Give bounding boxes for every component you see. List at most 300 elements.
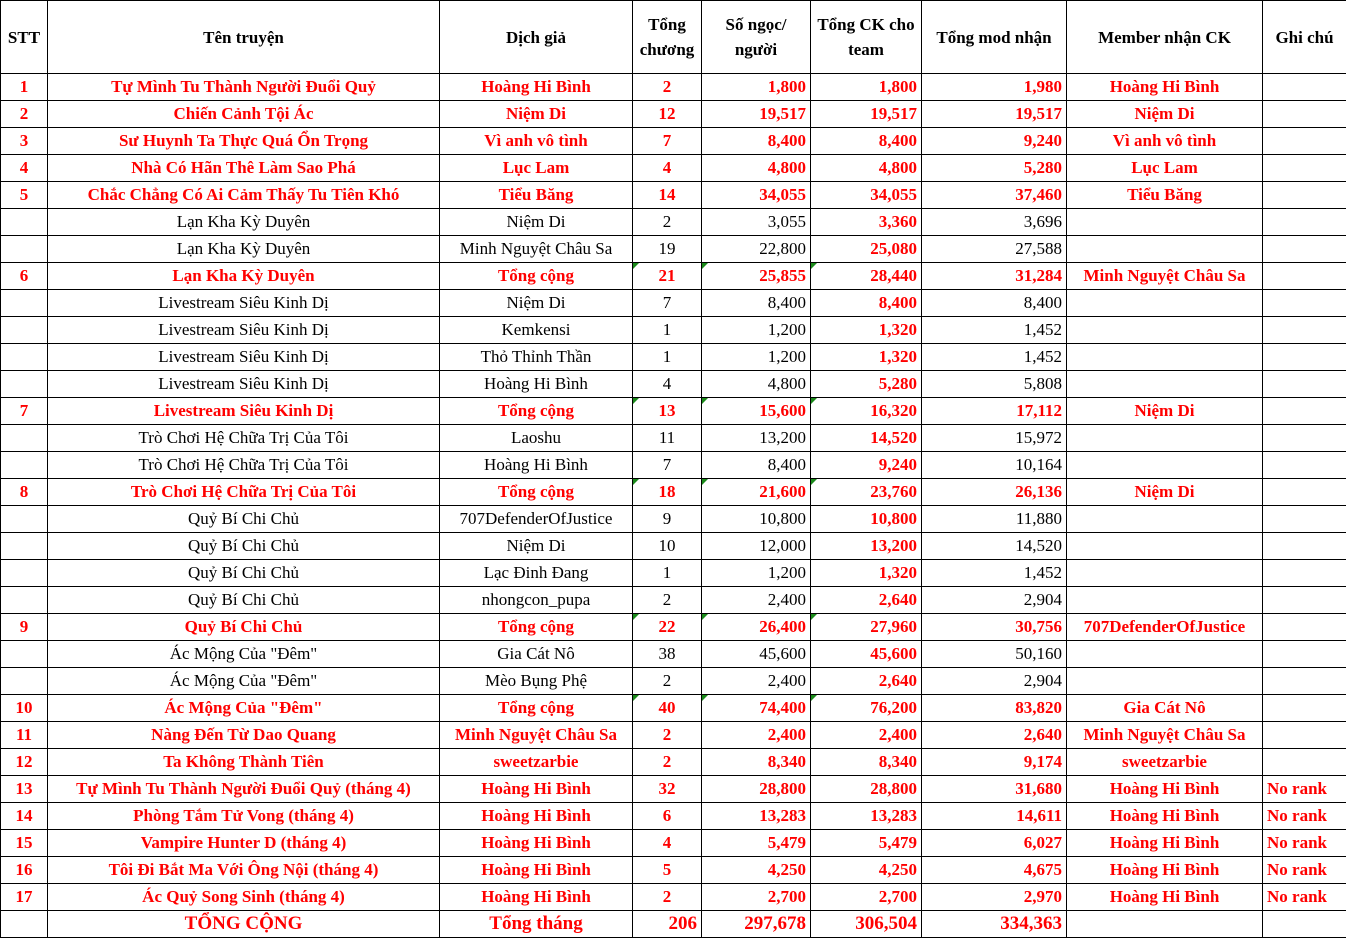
chapters-cell: 11 [633,425,702,452]
chapters-cell: 13 [633,398,702,425]
header-row [1,1,1346,74]
note-cell [1263,560,1346,587]
ck-cell: 2,700 [811,884,922,911]
chapters-cell: 38 [633,641,702,668]
note-cell: No rank [1263,884,1346,911]
stt-cell [1,209,48,236]
mod-cell: 31,284 [922,263,1067,290]
mod-cell: 2,970 [922,884,1067,911]
stt-cell [1,506,48,533]
gems-cell: 13,283 [702,803,811,830]
member-cell: Gia Cát Nô [1067,695,1263,722]
story-cell: Livestream Siêu Kinh Dị [48,371,440,398]
story-cell: Ta Không Thành Tiên [48,749,440,776]
table-row-main [1,182,1346,209]
stt-cell [1,452,48,479]
note-cell [1263,641,1346,668]
chapters-cell: 32 [633,776,702,803]
chapters-cell: 22 [633,614,702,641]
gems-cell: 8,400 [702,128,811,155]
gems-cell: 22,800 [702,236,811,263]
story-cell: Sư Huynh Ta Thực Quá Ổn Trọng [48,128,440,155]
ck-cell: 1,800 [811,74,922,101]
stt-cell [1,668,48,695]
story-cell: Ác Quỷ Song Sinh (tháng 4) [48,884,440,911]
translator-cell: Tổng cộng [440,614,633,641]
chapters-cell: 2 [633,74,702,101]
stt-cell: 2 [1,101,48,128]
story-cell: Nhà Có Hãn Thê Làm Sao Phá [48,155,440,182]
gems-cell: 26,400 [702,614,811,641]
translator-cell: Hoàng Hi Bình [440,884,633,911]
table-row-main [1,74,1346,101]
translator-cell: Laoshu [440,425,633,452]
mod-cell: 19,517 [922,101,1067,128]
mod-cell: 9,240 [922,128,1067,155]
member-cell [1067,425,1263,452]
note-cell [1263,668,1346,695]
total-translator: Tổng tháng [440,911,633,938]
story-cell: Ác Mộng Của "Đêm" [48,695,440,722]
story-cell: Livestream Siêu Kinh Dị [48,290,440,317]
chapters-cell: 1 [633,560,702,587]
translator-cell: 707DefenderOfJustice [440,506,633,533]
chapters-cell: 14 [633,182,702,209]
stt-cell: 3 [1,128,48,155]
table-row-main [1,884,1346,911]
total-gems: 297,678 [702,911,811,938]
story-cell: Chiến Cảnh Tội Ác [48,101,440,128]
member-cell: Hoàng Hi Bình [1067,74,1263,101]
note-cell [1263,614,1346,641]
mod-cell: 37,460 [922,182,1067,209]
stt-cell: 5 [1,182,48,209]
member-cell: Hoàng Hi Bình [1067,776,1263,803]
translator-cell: Thỏ Thỉnh Thần [440,344,633,371]
chapters-cell: 21 [633,263,702,290]
table-row-main [1,749,1346,776]
gems-cell: 45,600 [702,641,811,668]
member-cell [1067,533,1263,560]
translator-cell: Lục Lam [440,155,633,182]
table-body [1,74,1346,911]
note-cell [1263,182,1346,209]
note-cell [1263,128,1346,155]
mod-cell: 11,880 [922,506,1067,533]
story-cell: Tự Mình Tu Thành Người Đuổi Quỷ [48,74,440,101]
ck-cell: 2,400 [811,722,922,749]
stt-cell [1,344,48,371]
member-cell: Minh Nguyệt Châu Sa [1067,263,1263,290]
translator-cell: Tổng cộng [440,695,633,722]
note-cell: No rank [1263,803,1346,830]
translator-cell: Hoàng Hi Bình [440,803,633,830]
note-cell [1263,155,1346,182]
story-cell: Livestream Siêu Kinh Dị [48,344,440,371]
chapters-cell: 1 [633,317,702,344]
member-cell: Tiểu Băng [1067,182,1263,209]
translator-cell: Minh Nguyệt Châu Sa [440,236,633,263]
table-row-detail [1,290,1346,317]
mod-cell: 1,980 [922,74,1067,101]
translator-cell: Tổng cộng [440,479,633,506]
stt-cell: 7 [1,398,48,425]
member-cell [1067,317,1263,344]
stt-cell [1,587,48,614]
mod-cell: 10,164 [922,452,1067,479]
gems-cell: 12,000 [702,533,811,560]
note-cell [1263,722,1346,749]
table-row-detail [1,371,1346,398]
stt-cell [1,317,48,344]
note-cell: No rank [1263,776,1346,803]
table-row-main [1,263,1346,290]
translator-cell: Hoàng Hi Bình [440,452,633,479]
member-cell [1067,344,1263,371]
stt-cell [1,425,48,452]
table-row-detail [1,317,1346,344]
header-note: Ghi chú [1263,1,1346,74]
member-cell [1067,236,1263,263]
translator-cell: Tổng cộng [440,263,633,290]
gems-cell: 19,517 [702,101,811,128]
member-cell: Lục Lam [1067,155,1263,182]
stt-cell: 17 [1,884,48,911]
ck-cell: 2,640 [811,587,922,614]
member-cell: 707DefenderOfJustice [1067,614,1263,641]
note-cell [1263,263,1346,290]
ck-cell: 10,800 [811,506,922,533]
member-cell [1067,587,1263,614]
ck-cell: 16,320 [811,398,922,425]
table-row-detail [1,452,1346,479]
story-cell: Tự Mình Tu Thành Người Đuổi Quỷ (tháng 4) [48,776,440,803]
translator-cell: Niệm Di [440,101,633,128]
gems-cell: 4,800 [702,155,811,182]
note-cell [1263,479,1346,506]
member-cell [1067,641,1263,668]
translator-cell: Tiểu Băng [440,182,633,209]
mod-cell: 31,680 [922,776,1067,803]
story-cell: Quỷ Bí Chi Chủ [48,587,440,614]
ck-cell: 25,080 [811,236,922,263]
note-cell [1263,398,1346,425]
story-cell: Chắc Chẳng Có Ai Cảm Thấy Tu Tiên Khó [48,182,440,209]
note-cell [1263,533,1346,560]
table-row-main [1,128,1346,155]
member-cell: Minh Nguyệt Châu Sa [1067,722,1263,749]
ck-cell: 13,283 [811,803,922,830]
translator-cell: Hoàng Hi Bình [440,830,633,857]
stt-cell: 13 [1,776,48,803]
chapters-cell: 9 [633,506,702,533]
stt-cell [1,560,48,587]
ck-cell: 28,440 [811,263,922,290]
story-cell: Livestream Siêu Kinh Dị [48,317,440,344]
ck-cell: 4,800 [811,155,922,182]
chapters-cell: 7 [633,290,702,317]
mod-cell: 1,452 [922,344,1067,371]
table-row-detail [1,668,1346,695]
stt-cell: 6 [1,263,48,290]
note-cell [1263,290,1346,317]
chapters-cell: 18 [633,479,702,506]
header-gems: Số ngọc/ người [702,1,811,74]
chapters-cell: 2 [633,668,702,695]
ck-cell: 13,200 [811,533,922,560]
ck-cell: 1,320 [811,560,922,587]
mod-cell: 5,280 [922,155,1067,182]
member-cell [1067,209,1263,236]
member-cell: Niệm Di [1067,479,1263,506]
ck-cell: 8,400 [811,128,922,155]
mod-cell: 1,452 [922,560,1067,587]
mod-cell: 15,972 [922,425,1067,452]
ck-cell: 8,340 [811,749,922,776]
note-cell [1263,236,1346,263]
translator-cell: Hoàng Hi Bình [440,74,633,101]
table-row-detail [1,236,1346,263]
gems-cell: 2,400 [702,587,811,614]
member-cell: sweetzarbie [1067,749,1263,776]
story-cell: Lạn Kha Kỳ Duyên [48,236,440,263]
story-cell: Trò Chơi Hệ Chữa Trị Của Tôi [48,452,440,479]
mod-cell: 1,452 [922,317,1067,344]
header-ck-team: Tổng CK cho team [811,1,922,74]
gems-cell: 4,250 [702,857,811,884]
stt-cell [1,236,48,263]
mod-cell: 17,112 [922,398,1067,425]
table-row-main [1,722,1346,749]
gems-cell: 34,055 [702,182,811,209]
stt-cell [1,641,48,668]
table-row-main [1,803,1346,830]
table-row-detail [1,506,1346,533]
table-row-main [1,695,1346,722]
member-cell [1067,290,1263,317]
story-cell: Trò Chơi Hệ Chữa Trị Của Tôi [48,479,440,506]
total-chapters: 206 [633,911,702,938]
ck-cell: 9,240 [811,452,922,479]
ck-cell: 5,280 [811,371,922,398]
stt-cell: 15 [1,830,48,857]
table-row-main [1,479,1346,506]
table-row-detail [1,560,1346,587]
mod-cell: 83,820 [922,695,1067,722]
story-cell: Ác Mộng Của "Đêm" [48,641,440,668]
ck-cell: 1,320 [811,344,922,371]
table-row-detail [1,587,1346,614]
translator-cell: Tổng cộng [440,398,633,425]
story-cell: Lạn Kha Kỳ Duyên [48,263,440,290]
table-row-main [1,398,1346,425]
header-member: Member nhận CK [1067,1,1263,74]
mod-cell: 8,400 [922,290,1067,317]
member-cell: Niệm Di [1067,101,1263,128]
chapters-cell: 2 [633,587,702,614]
header-chapters: Tổng chương [633,1,702,74]
ck-cell: 4,250 [811,857,922,884]
gems-cell: 4,800 [702,371,811,398]
translator-cell: Niệm Di [440,533,633,560]
mod-cell: 2,904 [922,587,1067,614]
chapters-cell: 10 [633,533,702,560]
story-cell: Quỷ Bí Chi Chủ [48,506,440,533]
chapters-cell: 2 [633,884,702,911]
header-mod: Tổng mod nhận [922,1,1067,74]
total-stt-cell [1,911,48,938]
gems-cell: 21,600 [702,479,811,506]
ck-cell: 2,640 [811,668,922,695]
mod-cell: 30,756 [922,614,1067,641]
chapters-cell: 12 [633,101,702,128]
member-cell [1067,668,1263,695]
story-cell: Phòng Tắm Tử Vong (tháng 4) [48,803,440,830]
note-cell [1263,695,1346,722]
mod-cell: 50,160 [922,641,1067,668]
stt-cell: 9 [1,614,48,641]
translator-cell: Niệm Di [440,290,633,317]
translator-cell: Hoàng Hi Bình [440,776,633,803]
mod-cell: 4,675 [922,857,1067,884]
mod-cell: 3,696 [922,209,1067,236]
mod-cell: 14,611 [922,803,1067,830]
table-row-main [1,857,1346,884]
total-note-cell [1263,911,1346,938]
story-cell: Tôi Đi Bắt Ma Với Ông Nội (tháng 4) [48,857,440,884]
mod-cell: 27,588 [922,236,1067,263]
member-cell: Hoàng Hi Bình [1067,884,1263,911]
gems-cell: 1,200 [702,317,811,344]
note-cell: No rank [1263,830,1346,857]
translator-cell: Vì anh vô tình [440,128,633,155]
translator-cell: Gia Cát Nô [440,641,633,668]
total-ck: 306,504 [811,911,922,938]
gems-cell: 3,055 [702,209,811,236]
story-cell: Nàng Đến Từ Dao Quang [48,722,440,749]
translator-cell: Minh Nguyệt Châu Sa [440,722,633,749]
member-cell [1067,506,1263,533]
translator-cell: sweetzarbie [440,749,633,776]
ck-cell: 3,360 [811,209,922,236]
gems-cell: 1,200 [702,560,811,587]
ck-cell: 1,320 [811,317,922,344]
ck-cell: 34,055 [811,182,922,209]
chapters-cell: 7 [633,128,702,155]
note-cell [1263,344,1346,371]
ck-cell: 23,760 [811,479,922,506]
ck-cell: 5,479 [811,830,922,857]
mod-cell: 14,520 [922,533,1067,560]
stt-cell: 10 [1,695,48,722]
note-cell [1263,371,1346,398]
ck-cell: 27,960 [811,614,922,641]
gems-cell: 8,340 [702,749,811,776]
gems-cell: 2,400 [702,668,811,695]
total-member-cell [1067,911,1263,938]
gems-cell: 10,800 [702,506,811,533]
story-cell: Quỷ Bí Chi Chủ [48,614,440,641]
translator-cell: Hoàng Hi Bình [440,371,633,398]
table-row-detail [1,533,1346,560]
stt-cell: 4 [1,155,48,182]
note-cell: No rank [1263,857,1346,884]
total-label: TỔNG CỘNG [48,911,440,938]
note-cell [1263,74,1346,101]
ck-cell: 76,200 [811,695,922,722]
translator-cell: nhongcon_pupa [440,587,633,614]
stt-cell: 1 [1,74,48,101]
total-mod: 334,363 [922,911,1067,938]
story-cell: Ác Mộng Của "Đêm" [48,668,440,695]
gems-cell: 28,800 [702,776,811,803]
gems-cell: 8,400 [702,290,811,317]
member-cell [1067,371,1263,398]
table-row-main [1,614,1346,641]
table-row-main [1,830,1346,857]
table-row-main [1,101,1346,128]
ck-cell: 19,517 [811,101,922,128]
header-story: Tên truyện [48,1,440,74]
gems-cell: 13,200 [702,425,811,452]
note-cell [1263,317,1346,344]
chapters-cell: 5 [633,857,702,884]
chapters-cell: 4 [633,371,702,398]
mod-cell: 2,904 [922,668,1067,695]
member-cell [1067,560,1263,587]
stt-cell [1,290,48,317]
gems-cell: 74,400 [702,695,811,722]
mod-cell: 9,174 [922,749,1067,776]
chapters-cell: 1 [633,344,702,371]
member-cell: Niệm Di [1067,398,1263,425]
mod-cell: 6,027 [922,830,1067,857]
stt-cell: 11 [1,722,48,749]
note-cell [1263,452,1346,479]
ck-cell: 28,800 [811,776,922,803]
gems-cell: 1,800 [702,74,811,101]
mod-cell: 26,136 [922,479,1067,506]
member-cell: Hoàng Hi Bình [1067,803,1263,830]
story-cell: Quỷ Bí Chi Chủ [48,560,440,587]
header-stt: STT [1,1,48,74]
member-cell: Hoàng Hi Bình [1067,830,1263,857]
table-row-main [1,776,1346,803]
header-translator: Dịch giả [440,1,633,74]
member-cell: Vì anh vô tình [1067,128,1263,155]
stt-cell [1,533,48,560]
story-cell: Livestream Siêu Kinh Dị [48,398,440,425]
stt-cell: 8 [1,479,48,506]
chapters-cell: 19 [633,236,702,263]
ck-cell: 14,520 [811,425,922,452]
note-cell [1263,749,1346,776]
stt-cell: 12 [1,749,48,776]
gems-cell: 1,200 [702,344,811,371]
total-row [1,911,1346,938]
table-row-detail [1,641,1346,668]
chapters-cell: 4 [633,830,702,857]
chapters-cell: 40 [633,695,702,722]
chapters-cell: 7 [633,452,702,479]
chapters-cell: 2 [633,722,702,749]
ck-cell: 8,400 [811,290,922,317]
note-cell [1263,587,1346,614]
note-cell [1263,209,1346,236]
mod-cell: 5,808 [922,371,1067,398]
gems-cell: 8,400 [702,452,811,479]
table-row-detail [1,344,1346,371]
